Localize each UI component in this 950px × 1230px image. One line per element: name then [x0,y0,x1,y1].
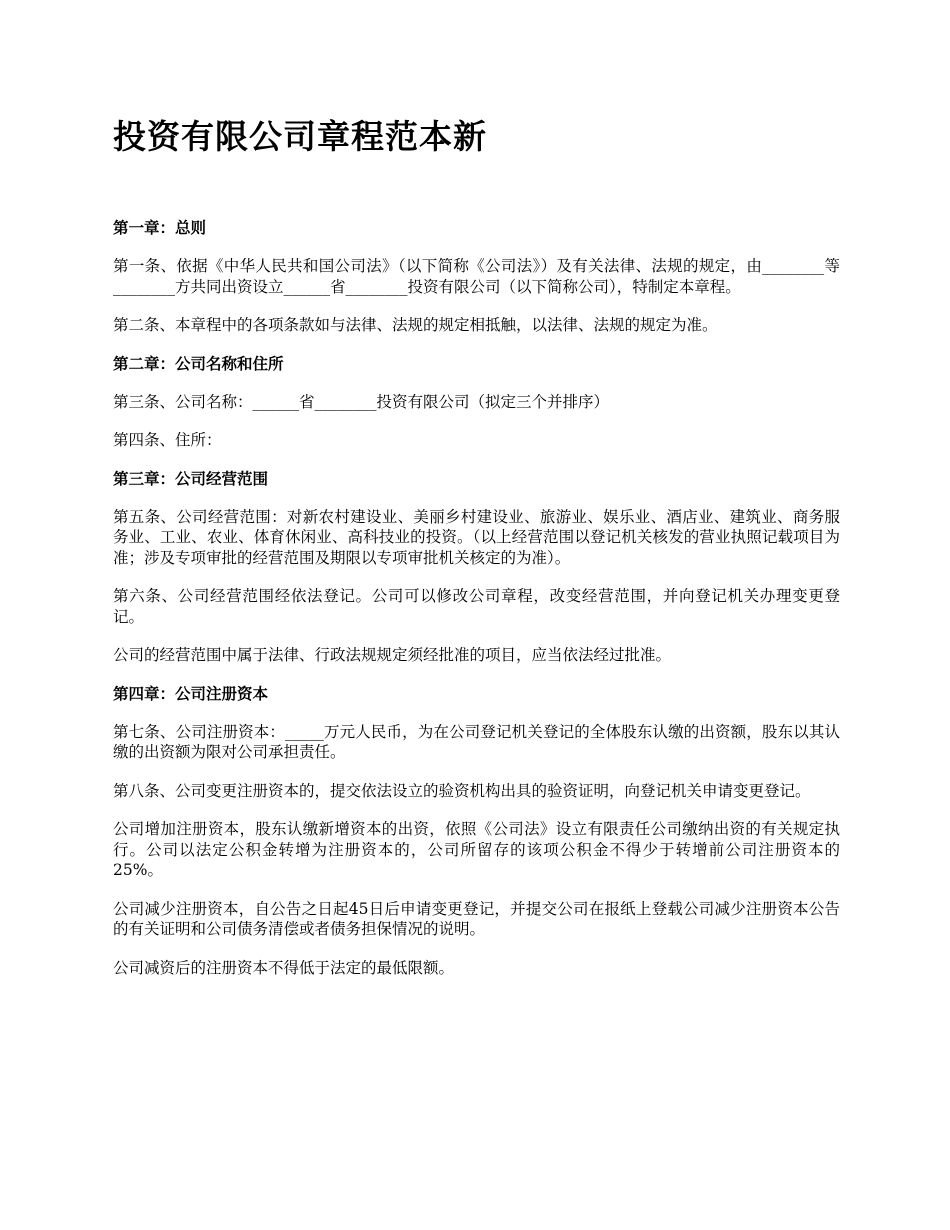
paragraph-approval: 公司的经营范围中属于法律、行政法规规定须经批准的项目，应当依法经过批准。 [113,646,672,664]
article-6: 第六条、公司经营范围经依法登记。公司可以修改公司章程，改变经营范围，并向登记机关办理变更登记。 [113,587,840,626]
article-1: 第一条、依据《中华人民共和国公司法》（以下简称《公司法》）及有关法律、法规的规定，由________等________方共同出资设立______省________投资有限公司（以下简称公司），特制定本章程。 [113,257,840,296]
document-body [113,218,840,978]
chapter-heading-3: 第三章：公司经营范围 [113,469,269,488]
article-5: 第五条、公司经营范围：对新农村建设业、美丽乡村建设业、旅游业、娱乐业、酒店业、建筑业、商务服务业、工业、农业、体育休闲业、高科技业的投资。（以上经营范围以登记机关核发的营业执照记载项目为准；涉及专项审批的经营范围及期限以专项审批机关核定的为准）。 [113,507,840,567]
document-page [113,113,840,996]
article-4: 第四条、住所： [113,431,222,449]
chapter-heading-2: 第二章：公司名称和住所 [113,354,284,373]
chapter-heading-1: 第一章：总则 [113,219,207,237]
chapter-heading-4: 第四章：公司注册资本 [113,684,269,703]
article-3: 第三条、公司名称：______省________投资有限公司（拟定三个并排序） [113,392,610,411]
paragraph-minimum-capital: 公司减资后的注册资本不得低于法定的最低限额。 [113,958,455,977]
document-title: 投资有限公司章程范本新 [113,117,487,156]
paragraph-capital-reduction: 公司减少注册资本，自公告之日起45日后申请变更登记，并提交公司在报纸上登载公司减少注册资本公告的有关证明和公司债务清偿或者债务担保情况的说明。 [113,899,840,938]
article-7: 第七条、公司注册资本：_____万元人民币，为在公司登记机关登记的全体股东认缴的出资额，股东以其认缴的出资额为限对公司承担责任。 [113,722,840,761]
paragraph-capital-increase: 公司增加注册资本，股东认缴新增资本的出资，依照《公司法》设立有限责任公司缴纳出资的有关规定执行。公司以法定公积金转增为注册资本的，公司所留存的该项公积金不得少于转增前公司注册资本的25%。 [113,820,840,879]
article-2: 第二条、本章程中的各项条款如与法律、法规的规定相抵触，以法律、法规的规定为准。 [113,316,718,334]
article-8: 第八条、公司变更注册资本的，提交依法设立的验资机构出具的验资证明，向登记机关申请变更登记。 [113,781,811,800]
